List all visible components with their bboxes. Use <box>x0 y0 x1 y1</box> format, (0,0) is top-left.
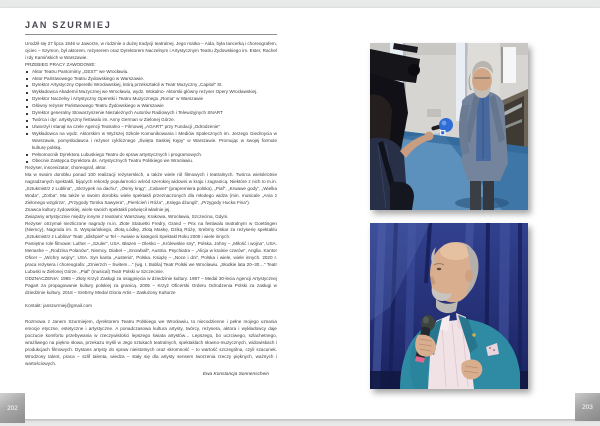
title-rule <box>25 34 277 35</box>
career-item: Twórca i dyr. artystyczny festiwalu im. Anny German w Zielonej Górze. <box>25 117 277 124</box>
stage-speech-photo-art <box>370 223 528 389</box>
page-number-left: 202 <box>0 393 25 423</box>
bio-paragraph: Związany artystycznie między innymi z teatrami: Warszawy, Krakowa, Wrocławia, Szczecina, Gdyni. <box>25 213 229 219</box>
career-item: Utworzył i stanął na czele Agencji Teatralno – Filmowej „AGART” przy Fundacji „Odrodzenie” <box>25 124 277 131</box>
career-list <box>25 69 277 166</box>
career-item: Dyrektor generalny Stowarzyszenie Niezależnych Autorów Radiowych i Telewizyjnych SNART <box>25 110 277 117</box>
biography <box>25 165 277 296</box>
bio-paragraph: Znawca kultury żydowskiej, wiele swoich spektakli poświęcił właśnie jej. <box>25 206 171 212</box>
bio-paragraph: Reżyser otrzymał niezliczone nagrody m.in. Złote Statuetki Fredry, Grand – Prix na festiwalu teatralnym w Goettingen (Niemcy), Nagroda im. S. Wyspiańskiego, Złotą Łódkę, Złotą Maskę, Dziką Różę, Srebrny Oskar za reżyserię spektaklu „Sztukmistrz z Lublina” Teatr „Idishpiel” w Tel – Awiwie w kategorii Spektakl Roku 2008 i wiele innych. <box>25 220 277 240</box>
stage-speech-photo <box>370 223 528 389</box>
interview-photo <box>370 43 528 210</box>
page-title: JAN SZURMIEJ <box>25 20 112 30</box>
career-item: Aktor Teatru Pantomimy „GEST” we Wrocławiu. <box>25 69 277 76</box>
career-item: Obecnie Zastępca Dyrektora ds. Artystycznych Teatru Polskiego we Wrocławiu. <box>25 158 277 165</box>
author-signature: Ewa Konstancja Sonnenschein <box>202 371 269 377</box>
career-item: Dyrektor Naczelny i Artystyczny Operetki i Teatru Muzycznego „Roma” w Warszawie <box>25 96 277 103</box>
page-number-right: 203 <box>575 393 600 421</box>
contact-line: Kontakt: janszurmiej@gmail.com <box>25 302 92 308</box>
interview-photo-art <box>370 43 528 210</box>
career-item: Główny reżyser Państwowego Teatru Żydowskiego w Warszawie <box>25 103 277 110</box>
bio-paragraph: Pamiętne role filmowe: Luther – „Szuler”, USA. Błazen – Olesko – „Królewskie sny”, Polska. Johny – „Miłość i wojna”, USA. Menashe – „Rodzina Polanów”, Niemcy. Diabeł – „Snowball”, Austria. Psychiatra – „Alicja w krainie czarów”, Anglia. Kantor Oficer – „Wichry wojny”, USA. Syn kanta „Austeria”, Polska. Książę – „Noce i dni”, Polska i wiele, wiele innych. 2020 r. praca reżysera i choreografa: „Zmierzch – Świtem…” (wg. I. Babla) Teatr Polski we Wrocławiu. „Słodkie lata 20–30…” Teatr Lubuski w Zielonej Górze. „Piaf” (musical) Teatr Polski w Szczecinie. <box>25 241 277 274</box>
bio-paragraph: Ma w swoim dorobku ponad 100 realizacji reżyserskich, a także wiele ról filmowych i teatralnych. Twórca wielokrotnie nagradzanych spektakli, bijących rekordy popularności wśród szerokiej widowni w kraju i zagranicą. Niektóre z nich to m.in. „Sztukmistrz z Lublina”, „Skrzypek na dachu”, „Ósmy krąg”, „Cabaret” (prapremiera polska), „Piaf”, „Krwawe gody”, „Wielka Woda”, „Zorba”. Ma także w swoim dorobku wiele spektakli przeznaczonych dla młodego widza (min. musicale „Ania z Zielonego wzgórza”, „Przygody Tomka Sawyera”, „Pierścień i Róża”, „Księga dżungli”, „Przygody Hucka Fina”). <box>25 172 277 205</box>
career-item: Dyrektor Artystyczny Operetki Wrocławskiej, którą przekształcił w Teatr Muzyczny „Capitol” St. <box>25 82 277 89</box>
bio-paragraph: Reżyser, inscenizator, choreograf, aktor. <box>25 165 107 171</box>
career-heading: PRZEBIEG PRACY ZAWODOWE: <box>25 61 96 67</box>
career-item: Aktor Państwowego Teatru Żydowskiego w Warszawie. <box>25 76 277 83</box>
intro-paragraph: Urodził się 27 lipca 1946 w Jaworze, w rodzinie o dużej tradycji teatralnej. Jego matka – Aida, była tancerką i choreografem, ojciec – Szymon, był aktorem, reżyserem oraz Dyrektorem Naczelnym i Artystycznym Teatru Żydowskiego im. Ester, Rachel i Idy Kamińskich w Warszawie. <box>25 41 277 60</box>
career-item: Pełnomocnik Dyrektora Lubuskiego Teatru do spraw artystycznych i programowych. <box>25 152 277 159</box>
book-spread <box>0 8 600 419</box>
closing-paragraph: Rozmowa z Janem Szurmiejem, dyrektorem Teatru Polskiego we Wrocławiu, to niecodzienne i pełne mojego uznania emocje etyczne, estetyczne i artystyczne. A ponadczasowa kultura artysty, twórcy, reżysera, aktora i wykładowcy daje poczucie komfortu przebywania w rzeczywistości lepszego świata artystów… Lepszego, bo uczciwego, szlachetnego, wrażliwego na piękno słowa, przekazu myśli w Jego sztukach teatralnych, spektaklach słowno-muzycznych, widowiskach i produkcjach filmowych. Dystans artysty do spraw nieistotnych oraz skromność – to wartość szczególna, czyli szacunek. Wrodzony talent, praca – szlif talenta, wiedza – stały się dla artysty sensem tworzenia rzeczy pięknych, ważnych i wartościowych. <box>25 319 277 366</box>
left-page <box>25 20 277 379</box>
career-item: Wykładowca Akademii Muzycznej we Wrocławiu, wydz. Wokalno- Aktorski główny reżyser Opery Wrocławskiej. <box>25 89 277 96</box>
bio-paragraph: ODZNACZENIA: 1985 – Złoty Krzyż Zasługi za osiągnięcia w dziedzinie kultury. 1987 – Medal 30-lecia Agencji Artystycznej Pagart za propagowanie kultury polskiej za granicą. 2005 – Krzyż Oficerski Orderu Odrodzenia Polski za zasługi w dziedzinie kultury. 2018 – Srebrny Medal Gloria Artis – Zasłużony Kulturze <box>25 275 277 295</box>
career-item: Wykładowca na wydz. Aktorskim w Wyższej Szkole Komunikowania i Mediów Społecznych im. Jerzego Giedroycia w Warszawie, pomysłodawca i reżyser cyklicznego „Święta Saskiej Kępy” w Warszawie. Promując w swojej formule kulturę polską. <box>25 131 277 152</box>
